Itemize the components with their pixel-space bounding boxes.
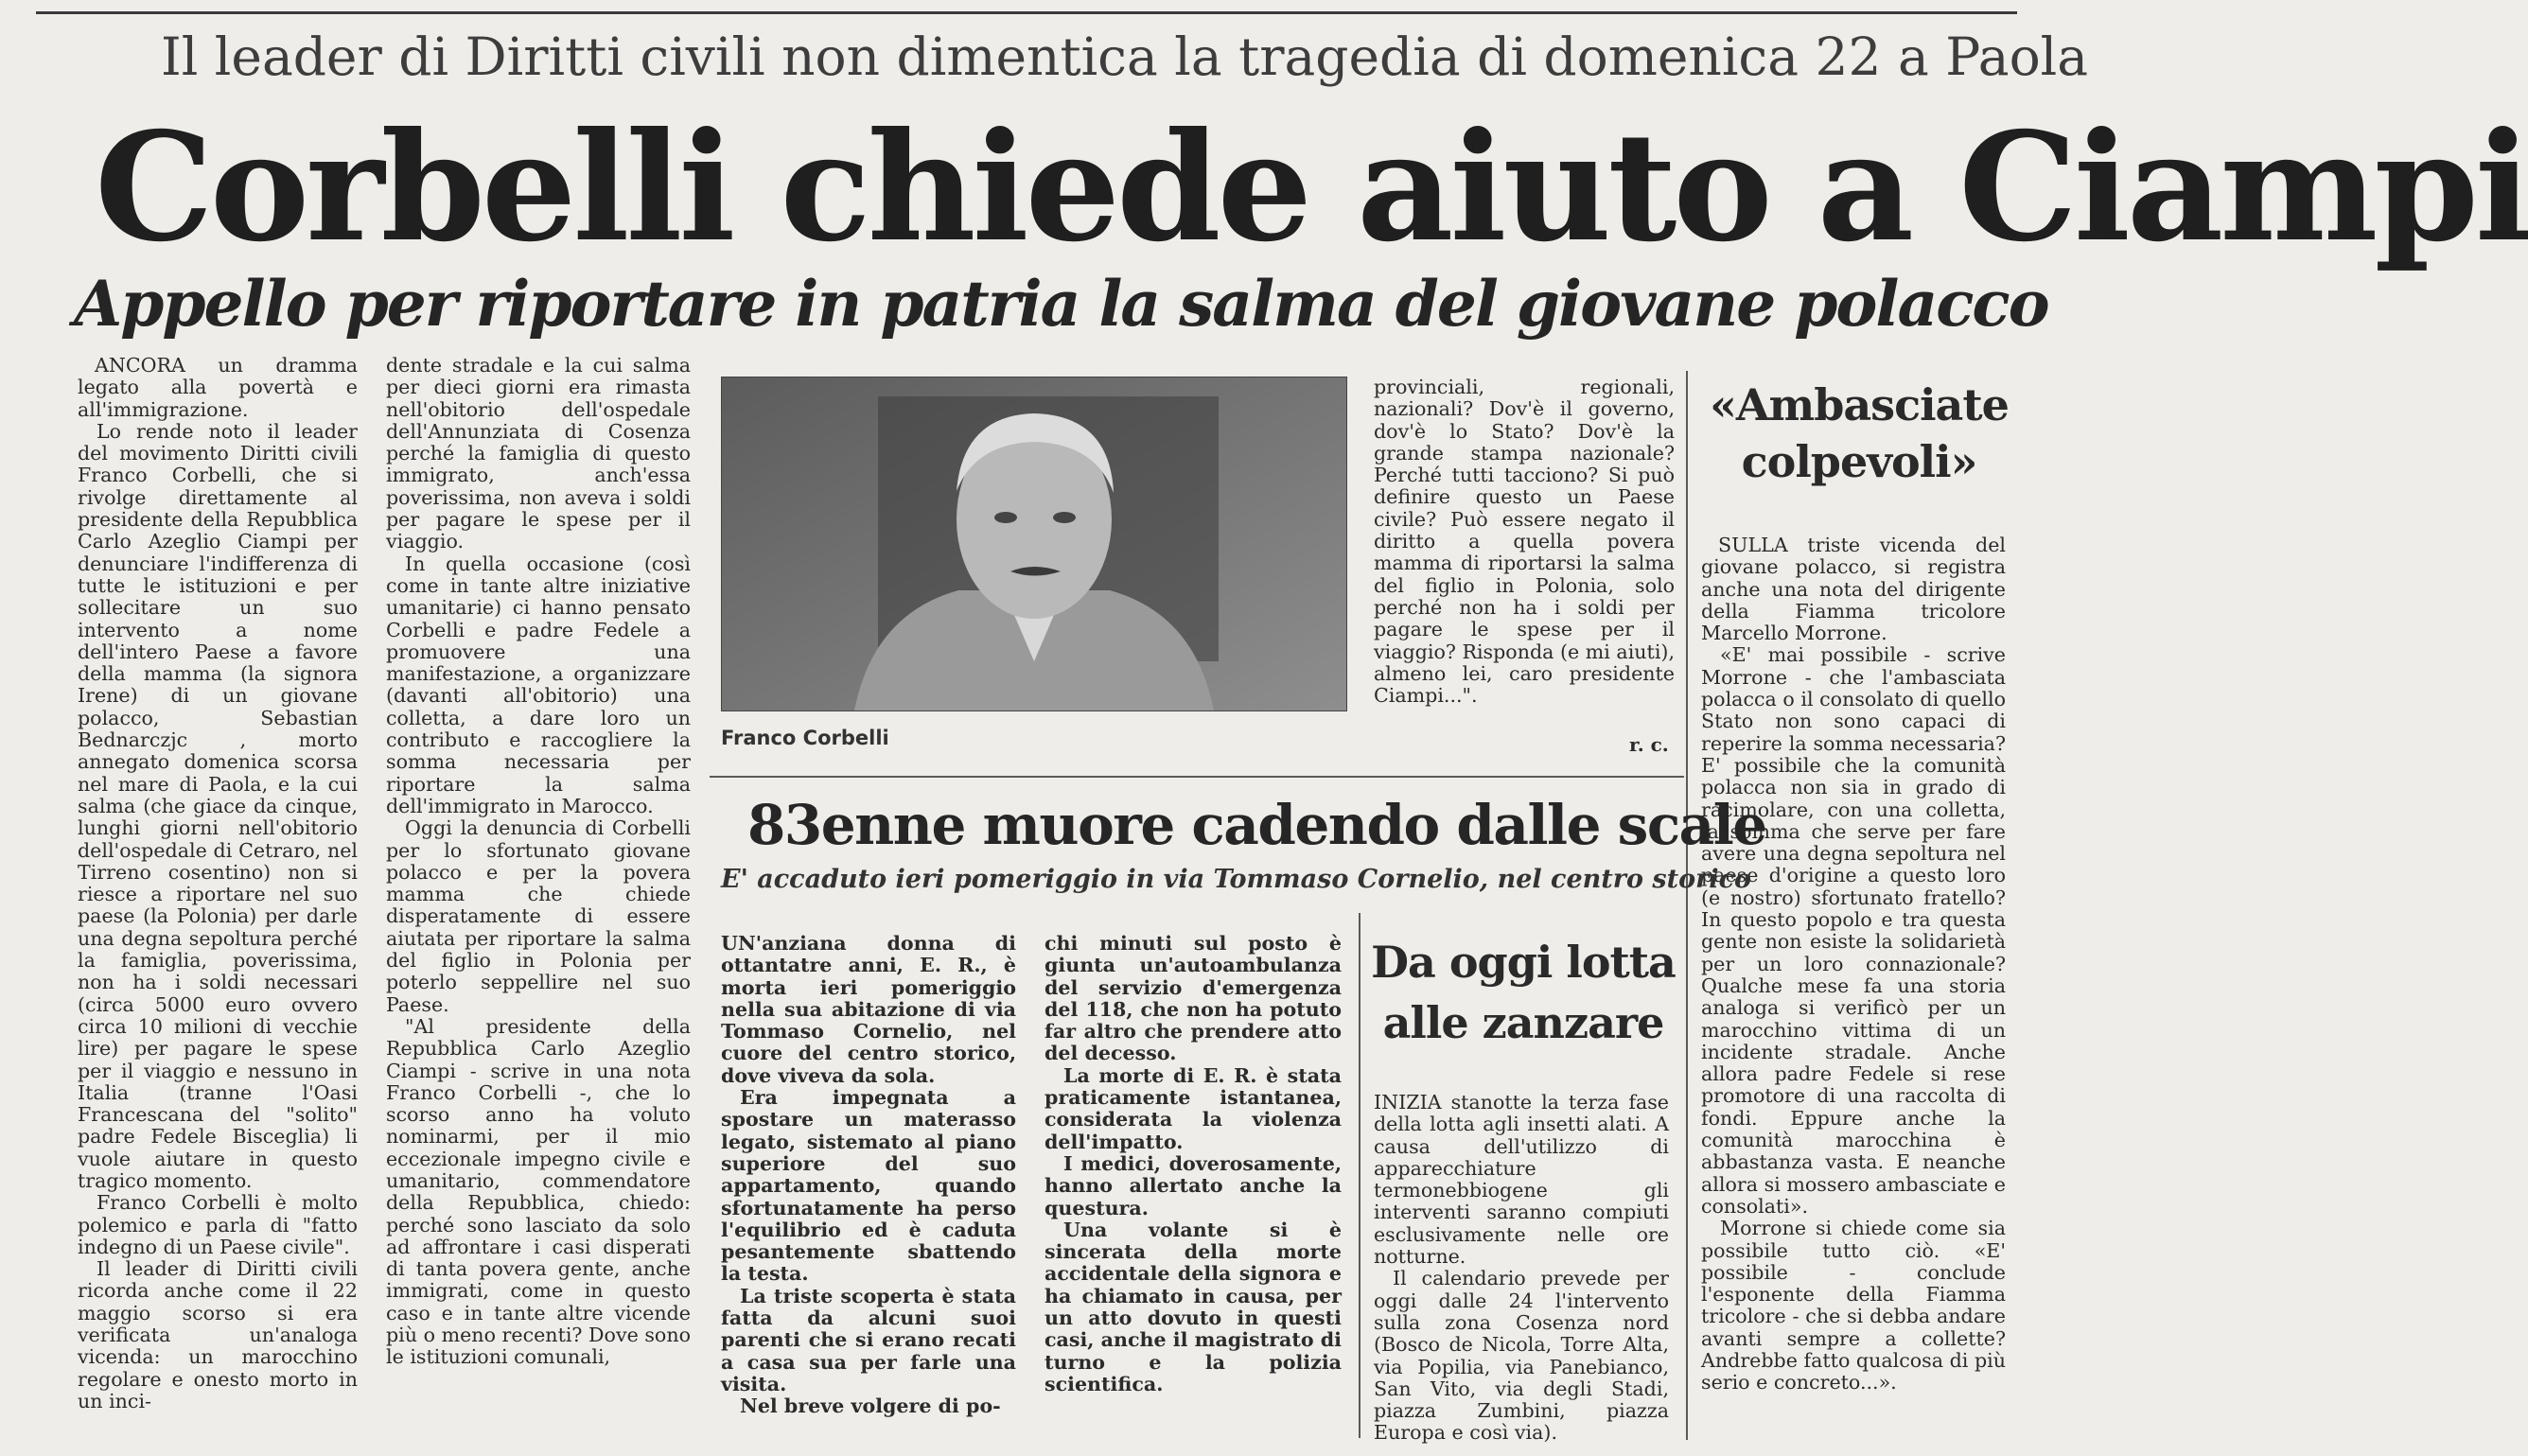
paragraph: Nel breve volgere di po-: [740, 1395, 1001, 1418]
paragraph: La triste scoperta è stata fatta da alcuni suoi parenti che si erano recati a casa sua per farle una visita.: [721, 1284, 1016, 1395]
paragraph: Franco Corbelli è molto polemico e parla di "fatto indegno di un Paese civile".: [78, 1191, 358, 1258]
paragraph: «E' mai possibile - scrive Morrone - che l'ambasciata polacca o il consolato di quello Stato non sono capaci di reperire la somma necessaria? E' possibile che la comunità polacca non sia in grado di racimolare, con una colletta, la somma che serve per fare avere una degna sepoltura nel paese d'origine a questo loro (e nostro) sfortunato fratello? In questo popolo e tra questa gente non esiste la solidarietà per un loro connazionale? Qualche mese fa una storia analoga si verificò per un marocchino vittima di un incidente stradale. Anche allora padre Fedele si rese promotore di una raccolta di fondi. Eppure anche la comunità marocchina è abbastanza vasta. E neanche allora si mossero ambasciate e consolati».: [1701, 643, 2006, 1218]
sidebar-title: [1694, 377, 2025, 490]
second-article-headline: 83enne muore cadendo dalle scale: [747, 793, 1766, 857]
paragraph: Il calendario prevede per oggi dalle 24 l'intervento sulla zona Cosenza nord (Bosco de Nicola, Torre Alta, via Popilia, via Panebianco, San Vito, via degli Stadi, piazza Zumbini, piazza Europa e così via).: [1374, 1267, 1669, 1445]
signature: r. c.: [1629, 733, 1669, 756]
paragraph: La morte di E. R. è stata praticamente istantanea, considerata la violenza dell'impatto.: [1045, 1063, 1342, 1153]
paragraph: ANCORA un dramma legato alla povertà e all'immigrazione.: [78, 354, 358, 421]
paragraph: UN'anziana donna di ottantatre anni, E. R., è morta ieri pomeriggio nella sua abitazione di via Tommaso Cornelio, nel cuore del centro storico, dove viveva da sola.: [721, 932, 1016, 1087]
sidebar-title-line1: «Ambasciate: [1710, 379, 2009, 430]
sidebar-title-line2: colpevoli»: [1741, 436, 1977, 487]
main-article-col1: [78, 355, 358, 1412]
kicker: Il leader di Diritti civili non dimentica la tragedia di domenica 22 a Paola: [161, 26, 2089, 87]
paragraph: provinciali, regionali, nazionali? Dov'è il governo, dov'è lo Stato? Dov'è la grande stampa nazionale? Perché tutti tacciono? Si può definire questo un Paese civile? Può essere negato il diritto a quella povera mamma di riportarsi la salma del figlio in Polonia, solo perché non ha i soldi per pagare le spese per il viaggio? Risponda (e mi aiuti), almeno lei, caro presidente Ciampi...".: [1374, 376, 1675, 708]
second-article-col2: [1045, 933, 1342, 1395]
main-article-col3: [1374, 377, 1675, 707]
second-article-subheadline: E' accaduto ieri pomeriggio in via Tommaso Cornelio, nel centro storico: [721, 865, 1752, 894]
paragraph: Il leader di Diritti civili ricorda anche come il 22 maggio scorso si era verificata un'analoga vicenda: un marocchino regolare e onesto morto in un inci-: [78, 1257, 358, 1412]
third-article-title: [1364, 932, 1682, 1053]
section-divider: [710, 776, 1684, 778]
paragraph: chi minuti sul posto è giunta un'autoambulanza del servizio d'emergenza del 118, che non ha potuto far altro che prendere atto del decesso.: [1045, 932, 1342, 1065]
main-article-col2: [386, 355, 691, 1369]
photo-caption: Franco Corbelli: [721, 727, 889, 749]
top-rule: [36, 11, 2017, 14]
portrait-illustration: [722, 377, 1346, 710]
third-article-body: [1374, 1092, 1669, 1445]
subheadline: Appello per riportare in patria la salma del giovane polacco: [74, 267, 2048, 341]
paragraph: Una volante si è sincerata della morte accidentale della signora e ha chiamato in causa, per un atto dovuto in questi casi, anche il magistrato di turno e la polizia scientifica.: [1045, 1218, 1342, 1395]
paragraph: Lo rende noto il leader del movimento Diritti civili Franco Corbelli, che si rivolge direttamente al presidente della Repubblica Carlo Azeglio Ciampi per denunciare l'indifferenza di tutte le istituzioni e per sollecitare un suo intervento a nome dell'intero Paese a favore della mamma (la signora Irene) di un giovane polacco, Sebastian Bednarczjc , morto annegato domenica scorsa nel mare di Paola, e la cui salma (che giace da cinque, lunghi giorni nell'obitorio dell'ospedale di Cetraro, nel Tirreno cosentino) non si riesce a riportare nel suo paese (la Polonia) per darle una degna sepoltura perché la famiglia, poverissima, non ha i soldi necessari (circa 5000 euro ovvero circa 10 milioni di vecchie lire) per pagare le spese per il viaggio e nessuno in Italia (tranne l'Oasi Francescana del "solito" padre Fedele Bisceglia) li vuole aiutare in questo tragico momento.: [78, 419, 358, 1192]
paragraph: INIZIA stanotte la terza fase della lotta agli insetti alati. A causa dell'utilizzo di apparecchiature termonebbiogene gli interventi saranno compiuti esclusivamente nelle ore notturne.: [1374, 1091, 1669, 1269]
sidebar-body: [1701, 535, 2006, 1395]
paragraph: Morrone si chiede come sia possibile tutto ciò. «E' possibile - conclude l'esponente della Fiamma tricolore - che si debba andare avanti sempre a collette? Andrebbe fatto qualcosa di più serio e concreto...».: [1701, 1217, 2006, 1395]
third-article-title-line1: Da oggi lotta: [1371, 937, 1676, 988]
column-divider: [1359, 913, 1361, 1438]
paragraph: I medici, doverosamente, hanno allertato anche la questura.: [1045, 1151, 1342, 1219]
third-article-title-line2: alle zanzare: [1382, 997, 1664, 1048]
paragraph: SULLA triste vicenda del giovane polacco, si registra anche una nota del dirigente della Fiamma tricolore Marcello Morrone.: [1701, 534, 2006, 645]
column-divider: [1686, 371, 1688, 1440]
paragraph: In quella occasione (così come in tante altre iniziative umanitarie) ci hanno pensato Corbelli e padre Fedele a promuovere una manifestazione, a organizzare (davanti all'obitorio) una colletta, a dare loro un contributo e raccogliere la somma necessaria per riportare la salma dell'immigrato in Marocco.: [386, 552, 691, 817]
paragraph: dente stradale e la cui salma per dieci giorni era rimasta nell'obitorio dell'ospedale dell'Annunziata di Cosenza perché la famiglia di questo immigrato, anch'essa poverissima, non aveva i soldi per pagare le spese per il viaggio.: [386, 354, 691, 553]
photo-franco-corbelli: [721, 377, 1347, 711]
second-article-col1: [721, 933, 1016, 1418]
headline: Corbelli chiede aiuto a Ciampi: [95, 100, 2528, 275]
paragraph: Oggi la denuncia di Corbelli per lo sfortunato giovane polacco e per la povera mamma che chiede disperatamente di essere aiutata per riportare la salma del figlio in Polonia per poterlo seppellire nel suo Paese.: [386, 816, 691, 1016]
paragraph: "Al presidente della Repubblica Carlo Azeglio Ciampi - scrive in una nota Franco Corbelli -, che lo scorso anno ha voluto nominarmi, per il mio eccezionale impegno civile e umanitario, commendatore della Repubblica, chiedo: perché sono lasciato da solo ad affrontare i casi disperati di tanta povera gente, anche immigrati, come in questo caso e in tante altre vicende più o meno recenti? Dove sono le istituzioni comunali,: [386, 1014, 691, 1369]
paragraph: Era impegnata a spostare un materasso legato, sistemato al piano superiore del suo appartamento, quando sfortunatamente ha perso l'equilibrio ed è caduta pesantemente sbattendo la testa.: [721, 1086, 1016, 1286]
